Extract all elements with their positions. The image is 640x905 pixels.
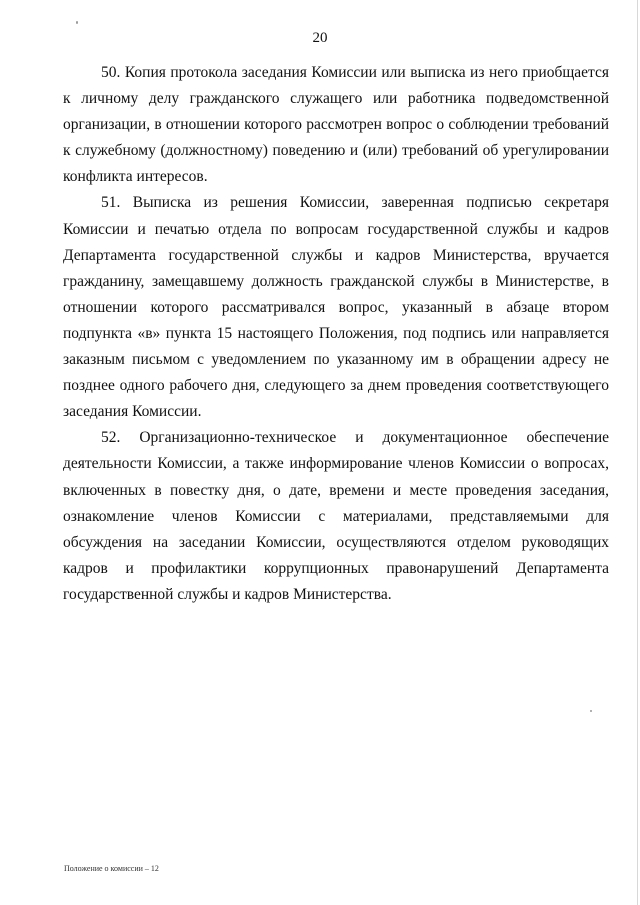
footer-doc-label: Положение о комиссии – 12 — [64, 864, 159, 873]
paragraph-52: 52. Организационно-техническое и документационное обеспечение деятельности Комиссии, а также информирование членов Комиссии о вопросах, включенных в повестку дня, о дате, времени и месте проведения заседания, ознакомление членов Комиссии с материалами, представляемыми для обсуждения на заседании Комиссии, осуществляются отделом руководящих кадров и профилактики коррупционных правонарушений Департамента государственной службы и кадров Министерства. — [63, 429, 609, 603]
scan-speck — [590, 710, 592, 712]
paragraph-50: 50. Копия протокола заседания Комиссии или выписка из него приобщается к личному делу гражданского служащего или работника подведомственной организации, в отношении которого рассмотрен вопрос о соблюдении требований к служебному (должностному) поведению и (или) требований об урегулировании конфликта интересов. — [63, 64, 609, 186]
scan-edge-line — [637, 0, 638, 905]
paragraph-51: 51. Выписка из решения Комиссии, заверенная подписью секретаря Комиссии и печатью отдела по вопросам государственной службы и кадров Департамента государственной службы и кадров Министерства, вручается гражданину, замещавшему должность гражданской службы в Министерстве, в отношении которого рассматривался вопрос, указанный в абзаце втором подпункта «в» пункта 15 настоящего Положения, под подпись или направляется заказным письмом с уведомлением по указанному им в обращении адресу не позднее одного рабочего дня, следующего за днем проведения соответствующего заседания Комиссии. — [63, 194, 609, 421]
page-number: 20 — [312, 30, 328, 46]
scan-speck — [76, 21, 78, 24]
document-body — [63, 60, 609, 608]
